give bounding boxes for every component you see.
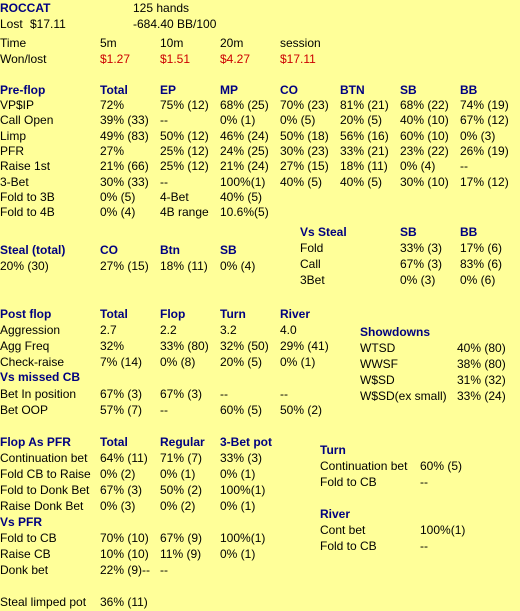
postflop-header: Turn	[220, 307, 246, 321]
preflop-header: MP	[220, 83, 238, 97]
preflop-cell: 0% (1)	[220, 113, 256, 128]
showdowns-title: Showdowns	[360, 325, 430, 339]
preflop-cell: 26% (19)	[460, 143, 509, 158]
vs-pfr-title: Vs PFR	[0, 515, 43, 529]
missed-cb-cell: 67% (3)	[100, 387, 143, 401]
flop-pfr-cell: Continuation bet	[0, 451, 88, 465]
river-title: River	[320, 507, 351, 521]
preflop-cell: 39% (33)	[100, 113, 149, 128]
showdown-label: WTSD	[360, 341, 396, 355]
preflop-cell: 50% (12)	[160, 128, 209, 143]
missed-cb-cell: 50% (2)	[280, 403, 323, 417]
preflop-cell: 21% (66)	[100, 159, 149, 174]
time-label: Time	[0, 36, 27, 50]
preflop-header: BB	[460, 83, 478, 97]
steal-header: Steal (total)	[0, 243, 66, 257]
missed-cb-cell: --	[220, 387, 228, 401]
turn-label: Continuation bet	[320, 459, 408, 473]
preflop-header: Pre-flop	[0, 83, 46, 97]
preflop-header: CO	[280, 83, 298, 97]
preflop-cell: 33% (21)	[340, 143, 389, 158]
postflop-cell: 0% (8)	[160, 355, 196, 369]
postflop-cell: 2.2	[160, 323, 177, 337]
wonlost-value: $1.27	[100, 52, 131, 66]
missed-cb-cell: 60% (5)	[220, 403, 263, 417]
postflop-cell: 33% (80)	[160, 339, 209, 353]
vs-pfr-cell: 0% (1)	[220, 547, 256, 561]
preflop-cell: 0% (4)	[400, 159, 436, 174]
river-label: Fold to CB	[320, 539, 377, 553]
postflop-cell: 32%	[100, 339, 125, 353]
vs-pfr-cell: 70% (10)	[100, 531, 149, 545]
time-column-label: 10m	[160, 36, 184, 50]
vs-steal-cell: 67% (3)	[400, 257, 443, 271]
flop-pfr-cell: 33% (3)	[220, 451, 263, 465]
showdown-value: 40% (80)	[457, 341, 506, 355]
steal-header: Btn	[160, 243, 180, 257]
postflop-cell: Aggression	[0, 323, 61, 337]
vs-steal-label: 3Bet	[300, 273, 325, 287]
flop-pfr-cell: 64% (11)	[100, 451, 148, 465]
postflop-cell: 20% (5)	[220, 355, 263, 369]
preflop-cell: 0% (4)	[100, 205, 136, 220]
missed-cb-cell: --	[160, 403, 168, 417]
vs-steal-header: BB	[460, 225, 478, 239]
preflop-cell: 21% (24)	[220, 159, 269, 174]
steal-limped-value: 36% (11)	[100, 595, 148, 609]
turn-value: --	[420, 475, 428, 489]
missed-cb-cell: --	[280, 387, 288, 401]
vs-pfr-cell: 100%(1)	[220, 531, 266, 545]
preflop-cell: 23% (22)	[400, 143, 449, 158]
vs-pfr-cell: 67% (9)	[160, 531, 203, 545]
time-column-label: 5m	[100, 36, 117, 50]
preflop-cell: 72%	[100, 98, 125, 112]
preflop-cell: Fold to 4B	[0, 205, 55, 220]
postflop-header: River	[280, 307, 311, 321]
preflop-header: SB	[400, 83, 417, 97]
preflop-cell: 30% (23)	[280, 143, 329, 158]
preflop-cell: 10.6%(5)	[220, 205, 269, 220]
preflop-cell: VP$IP	[0, 98, 35, 112]
vs-steal-header: SB	[400, 225, 417, 239]
showdown-label: W$SD	[360, 373, 395, 387]
vs-missed-cb-title: Vs missed CB	[0, 370, 81, 384]
steal-value: 0% (4)	[220, 259, 256, 273]
preflop-cell: 25% (12)	[160, 143, 209, 158]
postflop-cell: Check-raise	[0, 355, 65, 369]
preflop-cell: 74% (19)	[460, 98, 509, 112]
steal-limped-label: Steal limped pot	[0, 595, 87, 609]
preflop-cell: 30% (33)	[100, 174, 149, 189]
flop-pfr-cell: 100%(1)	[220, 483, 266, 497]
showdown-label: W$SD(ex small)	[360, 389, 447, 403]
vs-steal-label: Fold	[300, 241, 324, 255]
postflop-cell: 4.0	[280, 323, 297, 337]
preflop-cell: 70% (23)	[280, 98, 329, 112]
showdown-value: 31% (32)	[457, 373, 506, 387]
flop-pfr-cell: 0% (1)	[220, 499, 256, 513]
flop-pfr-cell: Raise Donk Bet	[0, 499, 84, 513]
vs-pfr-cell: Donk bet	[0, 563, 49, 577]
preflop-cell: 50% (18)	[280, 128, 329, 143]
flop-pfr-cell: 67% (3)	[100, 483, 143, 497]
wonlost-value: $1.51	[160, 52, 191, 66]
preflop-cell: --	[460, 159, 468, 174]
preflop-cell: 56% (16)	[340, 128, 389, 143]
vs-steal-cell: 83% (6)	[460, 257, 503, 271]
preflop-cell: 81% (21)	[340, 98, 389, 112]
preflop-cell: 17% (12)	[460, 174, 509, 189]
vs-steal-cell: 0% (6)	[460, 273, 496, 287]
wonlost-label: Won/lost	[0, 52, 47, 66]
steal-value: 20% (30)	[0, 259, 49, 273]
preflop-header: EP	[160, 83, 177, 97]
vs-pfr-cell: Raise CB	[0, 547, 51, 561]
preflop-cell: 20% (5)	[340, 113, 383, 128]
preflop-cell: 46% (24)	[220, 128, 269, 143]
river-label: Cont bet	[320, 523, 366, 537]
missed-cb-cell: 57% (7)	[100, 403, 143, 417]
flop-pfr-cell: 0% (1)	[220, 467, 256, 481]
preflop-cell: 0% (5)	[280, 113, 316, 128]
time-column-label: 20m	[220, 36, 244, 50]
preflop-header: Total	[100, 83, 128, 97]
lost-label: Lost	[0, 17, 23, 31]
turn-label: Fold to CB	[320, 475, 377, 489]
postflop-cell: 7% (14)	[100, 355, 143, 369]
missed-cb-cell: Bet OOP	[0, 403, 49, 417]
preflop-cell: 40% (5)	[220, 189, 263, 204]
preflop-cell: 27% (15)	[280, 159, 329, 174]
preflop-header: BTN	[340, 83, 365, 97]
lost-amount: $17.11	[30, 17, 66, 31]
showdown-label: WWSF	[360, 357, 398, 371]
preflop-cell: PFR	[0, 143, 24, 158]
preflop-cell: 40% (5)	[340, 174, 383, 189]
preflop-cell: 3-Bet	[0, 174, 29, 189]
preflop-cell: Limp	[0, 128, 27, 143]
steal-value: 18% (11)	[160, 259, 208, 273]
flop-pfr-cell: 0% (1)	[160, 467, 196, 481]
preflop-cell: 25% (12)	[160, 159, 209, 174]
vs-steal-label: Call	[300, 257, 321, 271]
river-value: 100%(1)	[420, 523, 466, 537]
preflop-cell: 24% (25)	[220, 143, 269, 158]
flop-pfr-cell: Fold CB to Raise	[0, 467, 91, 481]
flop-pfr-header: 3-Bet pot	[220, 435, 272, 449]
preflop-cell: 68% (25)	[220, 98, 269, 112]
postflop-cell: 3.2	[220, 323, 237, 337]
preflop-cell: 27%	[100, 143, 125, 158]
preflop-cell: 0% (5)	[100, 189, 136, 204]
wonlost-value: $4.27	[220, 52, 251, 66]
postflop-cell: 2.7	[100, 323, 117, 337]
turn-value: 60% (5)	[420, 459, 463, 473]
preflop-cell: --	[160, 174, 168, 189]
vs-steal-cell: 0% (3)	[400, 273, 436, 287]
player-name: ROCCAT	[0, 1, 51, 15]
flop-pfr-cell: Fold to Donk Bet	[0, 483, 90, 497]
missed-cb-cell: Bet In position	[0, 387, 77, 401]
flop-pfr-cell: 0% (2)	[100, 467, 136, 481]
wonlost-value: $17.11	[280, 52, 316, 66]
flop-pfr-cell: 0% (2)	[160, 499, 196, 513]
postflop-header: Total	[100, 307, 128, 321]
preflop-cell: 4-Bet	[160, 189, 189, 204]
turn-title: Turn	[320, 443, 346, 457]
postflop-cell: 0% (1)	[280, 355, 316, 369]
river-value: --	[420, 539, 428, 553]
flop-pfr-header: Regular	[160, 435, 205, 449]
preflop-cell: 75% (12)	[160, 98, 209, 112]
preflop-cell: 100%(1)	[220, 174, 266, 189]
vs-steal-cell: 17% (6)	[460, 241, 503, 255]
vs-pfr-cell: --	[160, 563, 168, 577]
vs-pfr-cell: 22% (9)--	[100, 563, 151, 577]
preflop-cell: 30% (10)	[400, 174, 449, 189]
flop-pfr-header: Total	[100, 435, 128, 449]
postflop-cell: 32% (50)	[220, 339, 269, 353]
showdown-value: 38% (80)	[457, 357, 506, 371]
postflop-header: Post flop	[0, 307, 52, 321]
preflop-cell: 40% (10)	[400, 113, 449, 128]
vs-pfr-cell: Fold to CB	[0, 531, 57, 545]
preflop-cell: Fold to 3B	[0, 189, 55, 204]
preflop-cell: 67% (12)	[460, 113, 509, 128]
steal-header: SB	[220, 243, 237, 257]
bb100-value: -684.40 BB/100	[133, 17, 217, 31]
postflop-cell: 29% (41)	[280, 339, 329, 353]
preflop-cell: 60% (10)	[400, 128, 449, 143]
hands-count: 125 hands	[133, 1, 190, 15]
postflop-cell: Agg Freq	[0, 339, 50, 353]
preflop-cell: 18% (11)	[340, 159, 388, 174]
postflop-header: Flop	[160, 307, 186, 321]
flop-pfr-cell: 0% (3)	[100, 499, 136, 513]
preflop-cell: 68% (22)	[400, 98, 449, 112]
missed-cb-cell: 67% (3)	[160, 387, 203, 401]
preflop-cell: 4B range	[160, 205, 209, 220]
steal-value: 27% (15)	[100, 259, 149, 273]
flop-pfr-cell: 50% (2)	[160, 483, 203, 497]
flop-pfr-cell: 71% (7)	[160, 451, 203, 465]
time-column-label: session	[280, 36, 321, 50]
preflop-cell: Raise 1st	[0, 159, 51, 174]
vs-steal-cell: 33% (3)	[400, 241, 443, 255]
preflop-cell: Call Open	[0, 113, 54, 128]
vs-pfr-cell: 10% (10)	[100, 547, 149, 561]
flop-pfr-header: Flop As PFR	[0, 435, 71, 449]
vs-pfr-cell: 11% (9)	[160, 547, 202, 561]
preflop-cell: 0% (3)	[460, 128, 496, 143]
vs-steal-title: Vs Steal	[300, 225, 347, 239]
preflop-cell: 40% (5)	[280, 174, 323, 189]
showdown-value: 33% (24)	[457, 389, 506, 403]
preflop-cell: 49% (83)	[100, 128, 149, 143]
preflop-cell: --	[160, 113, 168, 128]
steal-header: CO	[100, 243, 118, 257]
